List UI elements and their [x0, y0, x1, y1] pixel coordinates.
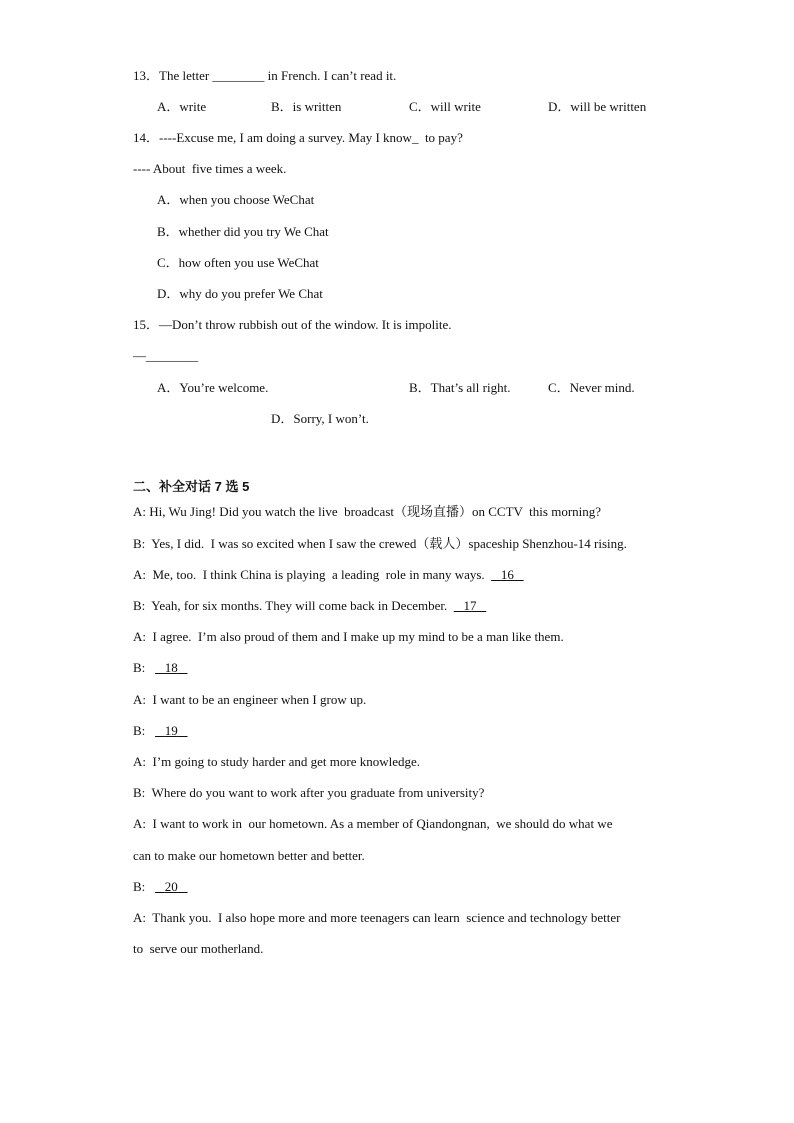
dialogue-line: B: 19: [133, 723, 188, 739]
dialogue-line: A: I’m going to study harder and get more knowledge.: [133, 754, 421, 769]
blank-16: 16: [500, 567, 514, 582]
dialogue-line: B: 20: [133, 879, 188, 895]
dialogue-line: B: Where do you want to work after you graduate from university?: [133, 785, 485, 800]
dialogue-line: A: I agree. I’m also proud of them and I make up my mind to be a man like them.: [133, 629, 564, 644]
q14-option-b: B．whether did you try We Chat: [157, 224, 329, 239]
dialogue-line: can to make our hometown better and better.: [133, 848, 365, 863]
question-14-reply: ---- About five times a week.: [133, 161, 287, 176]
dialogue-line: A: I want to be an engineer when I grow up.: [133, 692, 367, 707]
dialogue-line: A: I want to work in our hometown. As a member of Qiandongnan, we should do what we: [133, 816, 613, 831]
q13-option-a: A．write: [157, 99, 207, 114]
dialogue-line: B: 18: [133, 660, 188, 676]
q15-option-c: C．Never mind.: [548, 380, 635, 395]
dialogue-line: B: Yeah, for six months. They will come back in December. 17: [133, 598, 486, 614]
q13-option-c: C．will write: [409, 99, 481, 114]
q13-option-b: B．is written: [271, 99, 342, 114]
question-15-reply: —________: [133, 348, 198, 363]
q14-option-a: A．when you choose WeChat: [157, 192, 315, 207]
q14-option-c: C．how often you use WeChat: [157, 255, 319, 270]
section-title: 二、补全对话 7 选 5: [133, 479, 250, 494]
q14-option-d: D．why do you prefer We Chat: [157, 286, 323, 301]
question-14-stem: 14．----Excuse me, I am doing a survey. May I know_ to pay?: [133, 130, 463, 145]
dialogue-line: A: Me, too. I think China is playing a leading role in many ways. 16: [133, 567, 524, 583]
question-13-stem: 13．The letter ________ in French. I can’t read it.: [133, 68, 397, 83]
question-15-stem: 15．—Don’t throw rubbish out of the window. It is impolite.: [133, 317, 452, 332]
q15-option-a: A．You’re welcome.: [157, 380, 269, 395]
dialogue-line: to serve our motherland.: [133, 941, 264, 956]
blank-20: 20: [164, 879, 178, 894]
q15-option-b: B．That’s all right.: [409, 380, 511, 395]
blank-19: 19: [164, 723, 178, 738]
blank-17: 17: [463, 598, 477, 613]
dialogue-line: A: Thank you. I also hope more and more teenagers can learn science and technology better: [133, 910, 621, 925]
q13-option-d: D．will be written: [548, 99, 647, 114]
dialogue-line: B: Yes, I did. I was so excited when I saw the crewed（载人）spaceship Shenzhou-14 rising.: [133, 536, 627, 551]
dialogue-line: A: Hi, Wu Jing! Did you watch the live broadcast（现场直播）on CCTV this morning?: [133, 504, 602, 519]
blank-18: 18: [164, 660, 178, 675]
q15-option-d: D．Sorry, I won’t.: [271, 411, 369, 426]
